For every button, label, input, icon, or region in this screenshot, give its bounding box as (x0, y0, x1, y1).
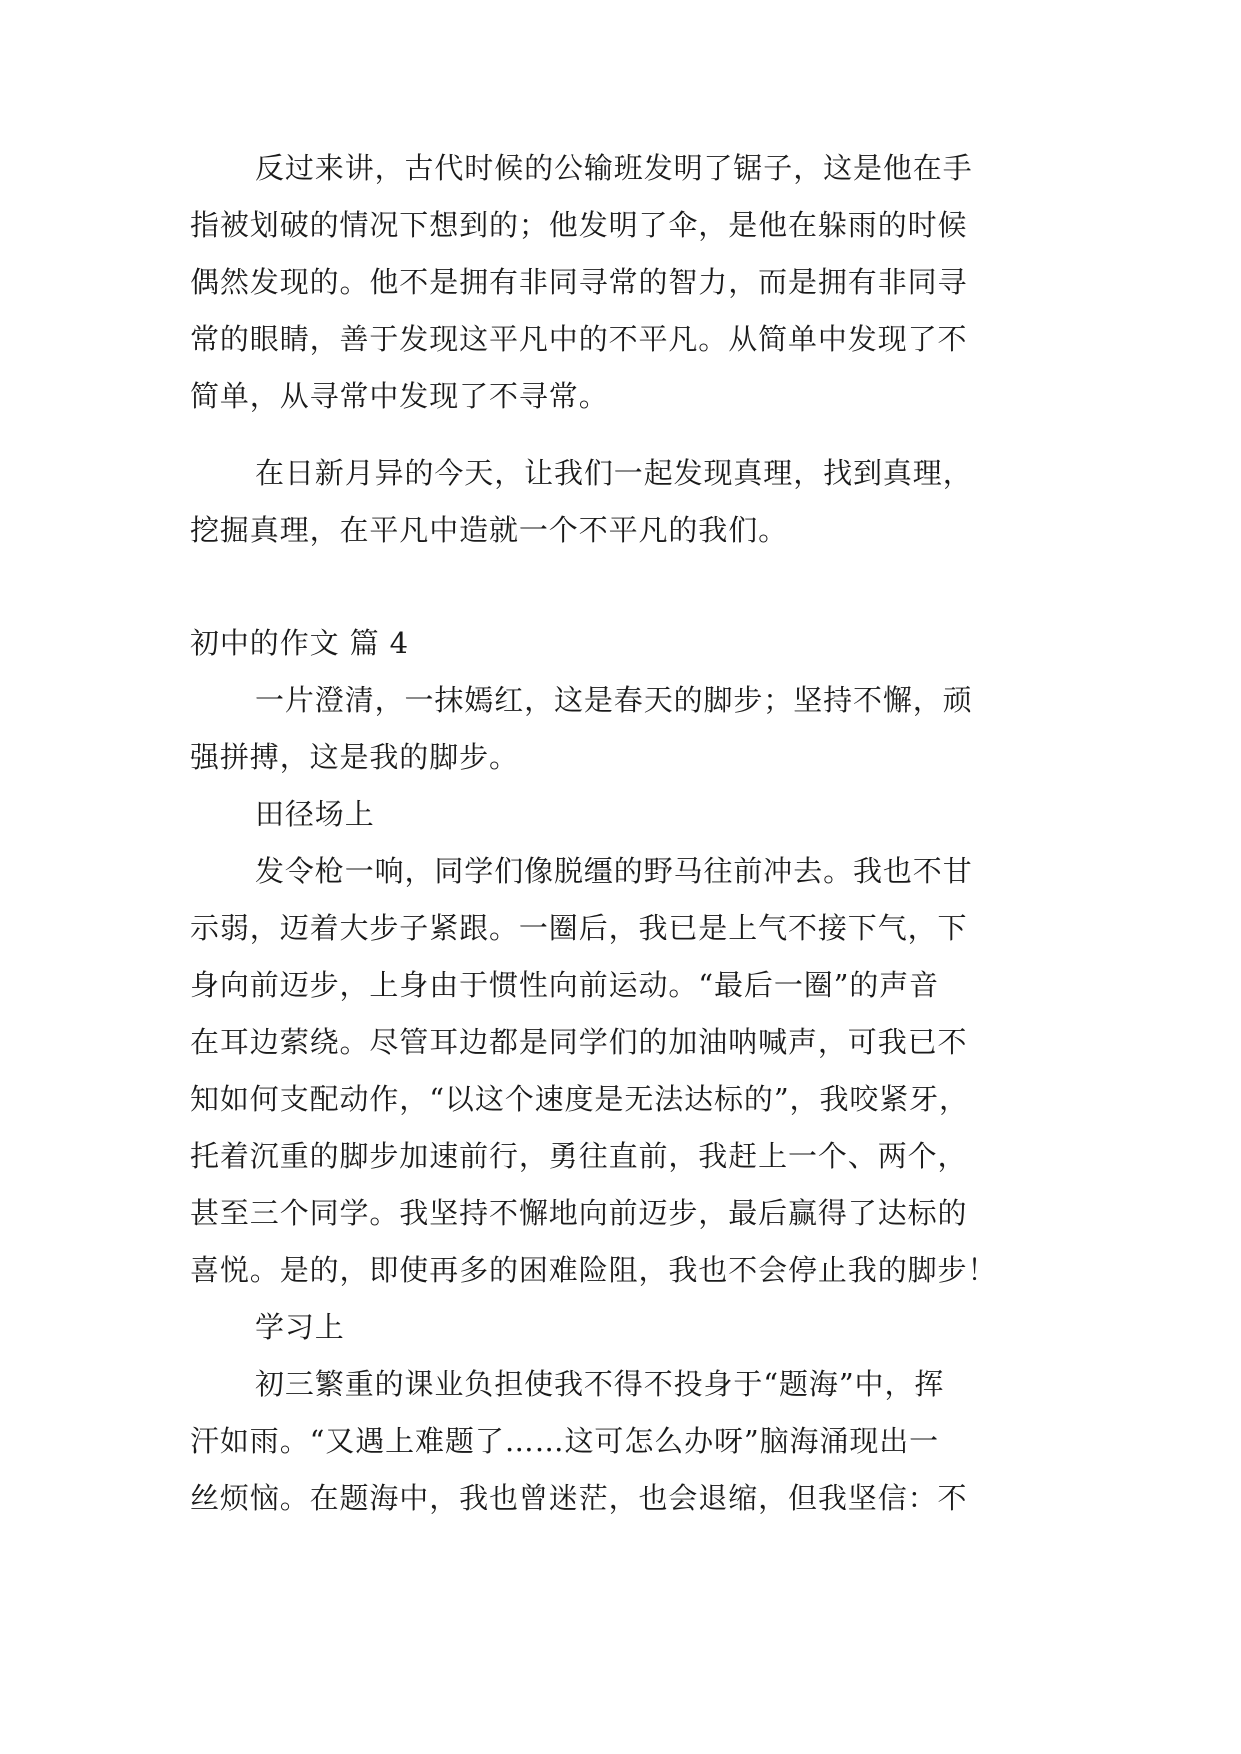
paragraph-line: 一片澄清，一抹嫣红，这是春天的脚步；坚持不懈，顽 (255, 683, 973, 717)
paragraph-line: 发令枪一响，同学们像脱缰的野马往前冲去。我也不甘 (255, 854, 973, 888)
paragraph-line: 强拼搏，这是我的脚步。 (190, 740, 519, 774)
paragraph-line: 丝烦恼。在题海中，我也曾迷茫，也会退缩，但我坚信：不 (190, 1481, 968, 1515)
paragraph-line: 指被划破的情况下想到的；他发明了伞，是他在躲雨的时候 (190, 208, 968, 242)
paragraph-line: 在耳边萦绕。尽管耳边都是同学们的加油呐喊声，可我已不 (190, 1025, 968, 1059)
paragraph-line: 托着沉重的脚步加速前行，勇往直前，我赶上一个、两个， (190, 1139, 968, 1173)
paragraph-line: 身向前迈步，上身由于惯性向前运动。“最后一圈”的声音 (190, 968, 940, 1002)
paragraph-line: 挖掘真理，在平凡中造就一个不平凡的我们。 (190, 513, 789, 547)
paragraph-line: 喜悦。是的，即使再多的困难险阻，我也不会停止我的脚步！ (190, 1253, 998, 1287)
subheading: 田径场上 (255, 797, 375, 831)
paragraph-line: 知如何支配动作，“以这个速度是无法达标的”，我咬紧牙， (190, 1082, 969, 1116)
paragraph-line: 初三繁重的课业负担使我不得不投身于“题海”中，挥 (255, 1367, 945, 1401)
subheading: 学习上 (255, 1310, 345, 1344)
paragraph-line: 简单，从寻常中发现了不寻常。 (190, 379, 609, 413)
paragraph-line: 在日新月异的今天，让我们一起发现真理，找到真理， (255, 456, 973, 490)
paragraph-line: 反过来讲，古代时候的公输班发明了锯子，这是他在手 (255, 151, 973, 185)
section-heading: 初中的作文 篇 4 (190, 626, 409, 660)
paragraph-line: 示弱，迈着大步子紧跟。一圈后，我已是上气不接下气，下 (190, 911, 968, 945)
paragraph-line: 偶然发现的。他不是拥有非同寻常的智力，而是拥有非同寻 (190, 265, 968, 299)
paragraph-line: 甚至三个同学。我坚持不懈地向前迈步，最后赢得了达标的 (190, 1196, 968, 1230)
paragraph-line: 常的眼睛，善于发现这平凡中的不平凡。从简单中发现了不 (190, 322, 968, 356)
paragraph-line: 汗如雨。“又遇上难题了……这可怎么办呀”脑海涌现出一 (190, 1424, 940, 1458)
